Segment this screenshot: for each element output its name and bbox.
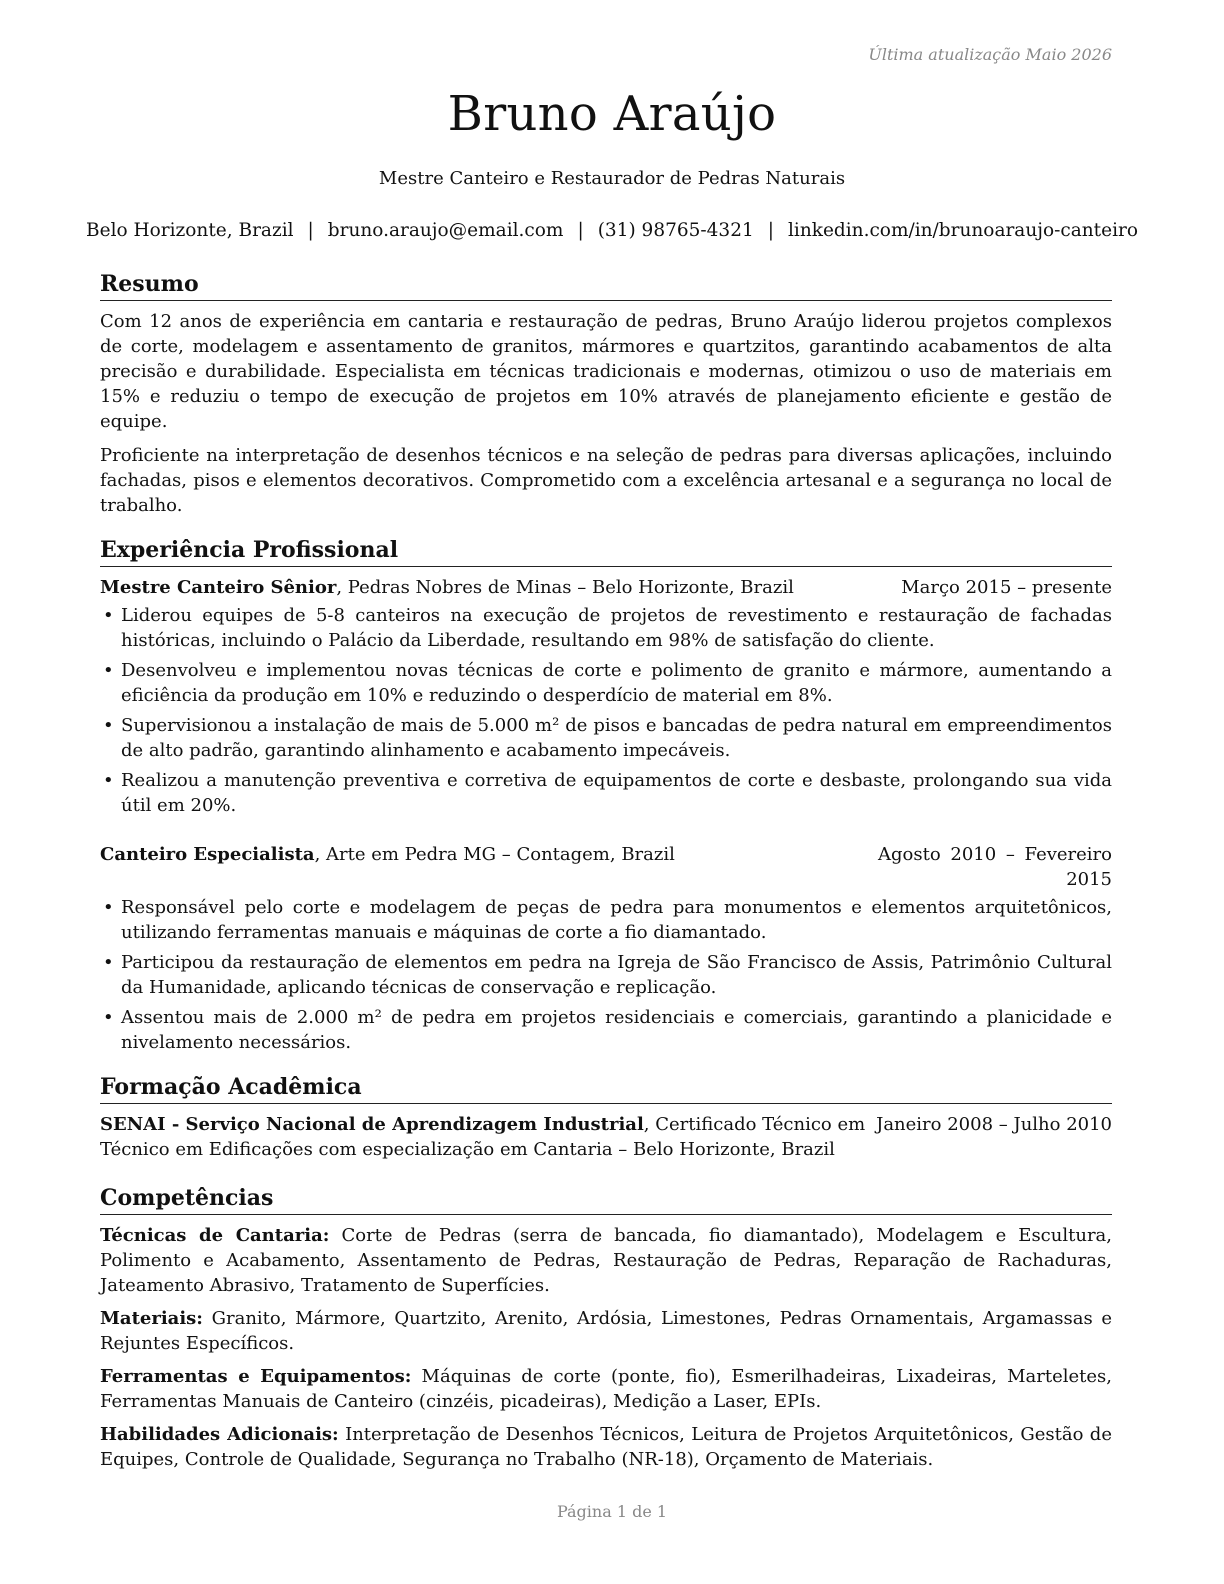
education-dates: Janeiro 2008 – Julho 2010 bbox=[876, 1114, 1112, 1135]
contact-email[interactable]: bruno.araujo@email.com bbox=[327, 220, 564, 241]
job-header bbox=[100, 575, 1112, 600]
education-entry bbox=[100, 1112, 1112, 1162]
skill-label: Técnicas de Cantaria: bbox=[100, 1225, 330, 1246]
section-title: Competências bbox=[100, 1184, 1112, 1215]
job-role: Mestre Canteiro Sênior bbox=[100, 577, 337, 598]
page-number: Página 1 de 1 bbox=[556, 1502, 668, 1521]
skills-section bbox=[100, 1184, 1112, 1472]
job-role: Canteiro Especialista bbox=[100, 844, 315, 865]
skill-label: Materiais: bbox=[100, 1308, 203, 1329]
skill-label: Habilidades Adicionais: bbox=[100, 1424, 339, 1445]
skill-group bbox=[100, 1223, 1112, 1298]
contact-separator: | bbox=[767, 220, 774, 241]
job-header bbox=[100, 842, 1112, 892]
list-item: • Supervisionou a instalação de mais de 5.000 m² de pisos e bancadas de pedra natural em empreendimentos de alto padrão, garantindo alinhamento e acabamento impecáveis. bbox=[100, 713, 1112, 763]
skill-group bbox=[100, 1364, 1112, 1414]
candidate-name: Bruno Araújo bbox=[447, 86, 777, 142]
summary-paragraph: Com 12 anos de experiência em cantaria e restauração de pedras, Bruno Araújo liderou projetos complexos de corte, modelagem e assentamento de granitos, mármores e quartzitos, garantindo acabamentos de alta precisão e durabilidade. Especialista em técnicas tradicionais e modernas, otimizou o uso de materiais em 15% e reduziu o tempo de execução de projetos em 10% através de planejamento eficiente e gestão de equipe. bbox=[100, 311, 1112, 432]
contact-line bbox=[0, 220, 1224, 241]
summary-section bbox=[100, 270, 1112, 518]
list-item: • Realizou a manutenção preventiva e corretiva de equipamentos de corte e desbaste, prolongando sua vida útil em 20%. bbox=[100, 768, 1112, 818]
contact-linkedin[interactable]: linkedin.com/in/brunoaraujo-canteiro bbox=[787, 220, 1138, 241]
education-detail: , Certificado Técnico em Técnico em Edificações com especialização em Cantaria – Belo Horizonte, Brazil bbox=[100, 1114, 866, 1160]
list-item: • Responsável pelo corte e modelagem de peças de pedra para monumentos e elementos arquitetônicos, utilizando ferramentas manuais e máquinas de corte a fio diamantado. bbox=[100, 895, 1112, 945]
list-item: • Participou da restauração de elementos em pedra na Igreja de São Francisco de Assis, Patrimônio Cultural da Humanidade, aplicando técnicas de conservação e replicação. bbox=[100, 950, 1112, 1000]
skill-group bbox=[100, 1306, 1112, 1356]
skill-label: Ferramentas e Equipamentos: bbox=[100, 1366, 412, 1387]
section-title: Experiência Profissional bbox=[100, 536, 1112, 567]
summary-paragraph: Proficiente na interpretação de desenhos técnicos e na seleção de pedras para diversas aplicações, incluindo fachadas, pisos e elementos decorativos. Comprometido com a excelência artesanal e a segurança no local de trabalho. bbox=[100, 445, 1112, 516]
contact-separator: | bbox=[577, 220, 584, 241]
list-item: • Desenvolveu e implementou novas técnicas de corte e polimento de granito e mármore, aumentando a eficiência da produção em 10% e reduzindo o desperdício de material em 8%. bbox=[100, 658, 1112, 708]
job-entry bbox=[100, 842, 1112, 1055]
contact-separator: | bbox=[307, 220, 314, 241]
list-item: • Liderou equipes de 5-8 canteiros na execução de projetos de revestimento e restauração de fachadas históricas, incluindo o Palácio da Liberdade, resultando em 98% de satisfação do cliente. bbox=[100, 603, 1112, 653]
contact-phone[interactable]: (31) 98765-4321 bbox=[597, 220, 754, 241]
section-title: Resumo bbox=[100, 270, 1112, 301]
job-bullets bbox=[100, 895, 1112, 1055]
education-institution: SENAI - Serviço Nacional de Aprendizagem Industrial bbox=[100, 1114, 644, 1135]
experience-section bbox=[100, 536, 1112, 1055]
job-dates: Agosto 2010 – Fevereiro 2015 bbox=[878, 844, 1112, 890]
job-dates: Março 2015 – presente bbox=[901, 577, 1112, 598]
job-bullets bbox=[100, 603, 1112, 818]
job-company: , Arte em Pedra MG – Contagem, Brazil bbox=[314, 844, 675, 865]
last-updated: Última atualização Maio 2026 bbox=[868, 45, 1112, 64]
skill-text: Interpretação de Desenhos Técnicos, Leitura de Projetos Arquitetônicos, Gestão de Equipes, Controle de Qualidade, Segurança no Trabalho (NR-18), Orçamento de Materiais. bbox=[100, 1424, 1112, 1470]
skill-text: Corte de Pedras (serra de bancada, fio diamantado), Modelagem e Escultura, Polimento e Acabamento, Assentamento de Pedras, Restauração de Pedras, Reparação de Rachaduras, Jateamento Abrasivo, Tratamento de Superfícies. bbox=[100, 1225, 1112, 1296]
headline: Mestre Canteiro e Restaurador de Pedras Naturais bbox=[378, 168, 846, 189]
skill-text: Granito, Mármore, Quartzito, Arenito, Ardósia, Limestones, Pedras Ornamentais, Argamassas e Rejuntes Específicos. bbox=[100, 1308, 1112, 1354]
job-company: , Pedras Nobres de Minas – Belo Horizonte, Brazil bbox=[336, 577, 794, 598]
section-title: Formação Acadêmica bbox=[100, 1073, 1112, 1104]
job-entry bbox=[100, 575, 1112, 818]
list-item: • Assentou mais de 2.000 m² de pedra em projetos residenciais e comerciais, garantindo a planicidade e nivelamento necessários. bbox=[100, 1005, 1112, 1055]
skill-group bbox=[100, 1422, 1112, 1472]
skill-text: Máquinas de corte (ponte, fio), Esmerilhadeiras, Lixadeiras, Marteletes, Ferramentas Manuais de Canteiro (cinzéis, picadeiras), Medição a Laser, EPIs. bbox=[100, 1366, 1112, 1412]
education-section bbox=[100, 1073, 1112, 1162]
resume-content bbox=[100, 270, 1112, 1480]
contact-location: Belo Horizonte, Brazil bbox=[86, 220, 294, 241]
